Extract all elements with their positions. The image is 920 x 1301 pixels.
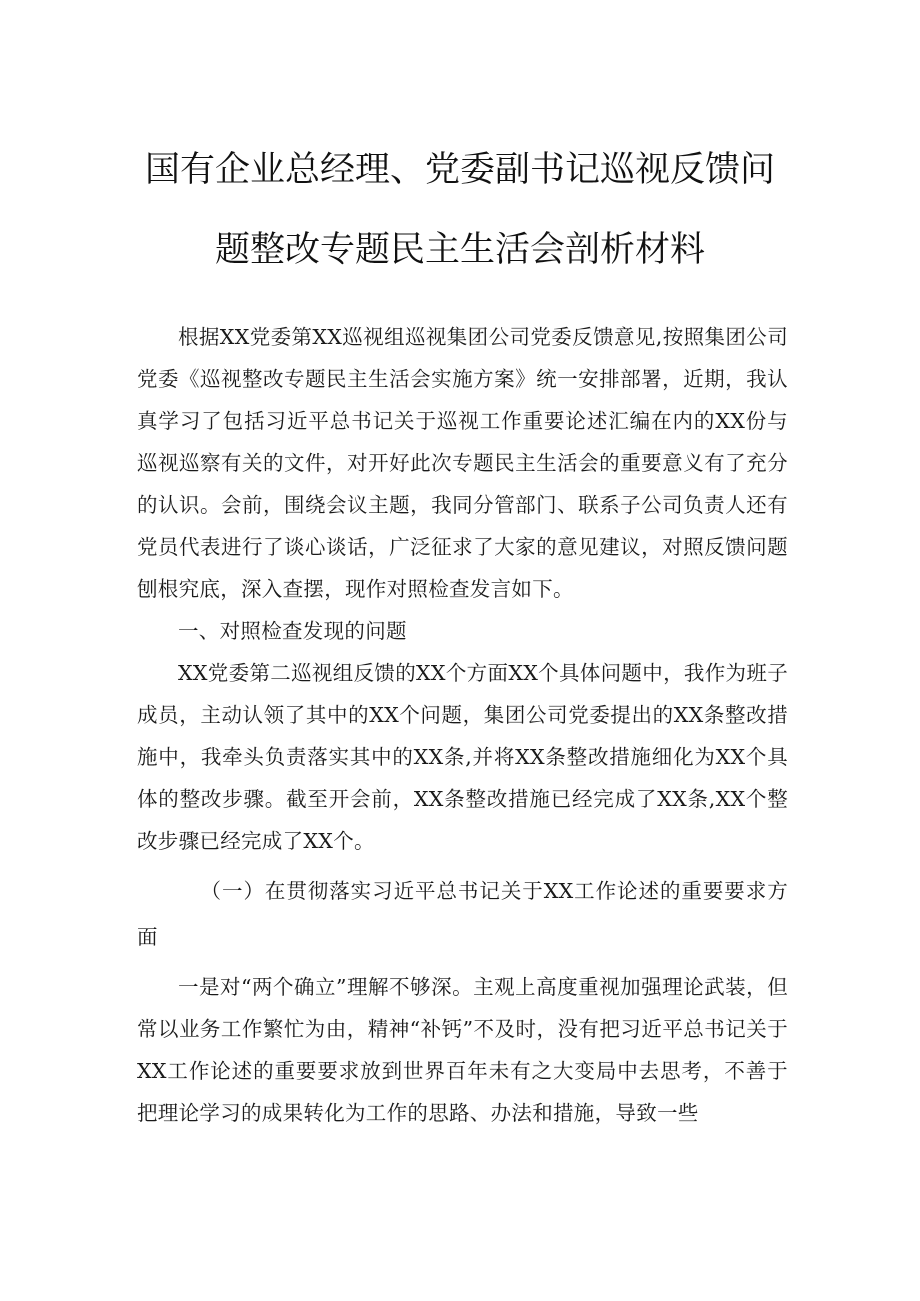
issue-paragraph: 一是对“两个确立”理解不够深。主观上高度重视加强理论武装，但常以业务工作繁忙为由，精神“补钙”不及时，没有把习近平总书记关于XX工作论述的重要要求放到世界百年未有之大变局中去思考，不善于把理论学习的成果转化为工作的思路、办法和措施，导致一些 — [137, 975, 788, 1125]
document-body — [137, 316, 788, 1134]
intro-paragraph: 根据XX党委第XX巡视组巡视集团公司党委反馈意见,按照集团公司党委《巡视整改专题民主生活会实施方案》统一安排部署，近期，我认真学习了包括习近平总书记关于巡视工作重要论述汇编在内的XX份与巡视巡察有关的文件，对开好此次专题民主生活会的重要意义有了充分的认识。会前，围绕会议主题，我同分管部门、联系子公司负责人还有党员代表进行了谈心谈话，广泛征求了大家的意见建议，对照反馈问题刨根究底，深入查摆，现作对照检查发言如下。 — [137, 325, 788, 601]
document-title-line-1: 国有企业总经理、党委副书记巡视反馈问 — [144, 150, 775, 190]
section-heading: 一、对照检查发现的问题 — [178, 619, 407, 643]
document-title-line-2: 题整改专题民主生活会剖析材料 — [214, 230, 705, 270]
findings-paragraph: XX党委第二巡视组反馈的XX个方面XX个具体问题中，我作为班子成员，主动认领了其中的XX个问题，集团公司党委提出的XX条整改措施中，我牵头负责落实其中的XX条,并将XX条整改措施细化为XX个具体的整改步骤。截至开会前，XX条整改措施已经完成了XX条,XX个整改步骤已经完成了XX个。 — [137, 661, 788, 853]
subsection-heading: （一）在贯彻落实习近平总书记关于XX工作论述的重要要求方面 — [137, 879, 788, 949]
